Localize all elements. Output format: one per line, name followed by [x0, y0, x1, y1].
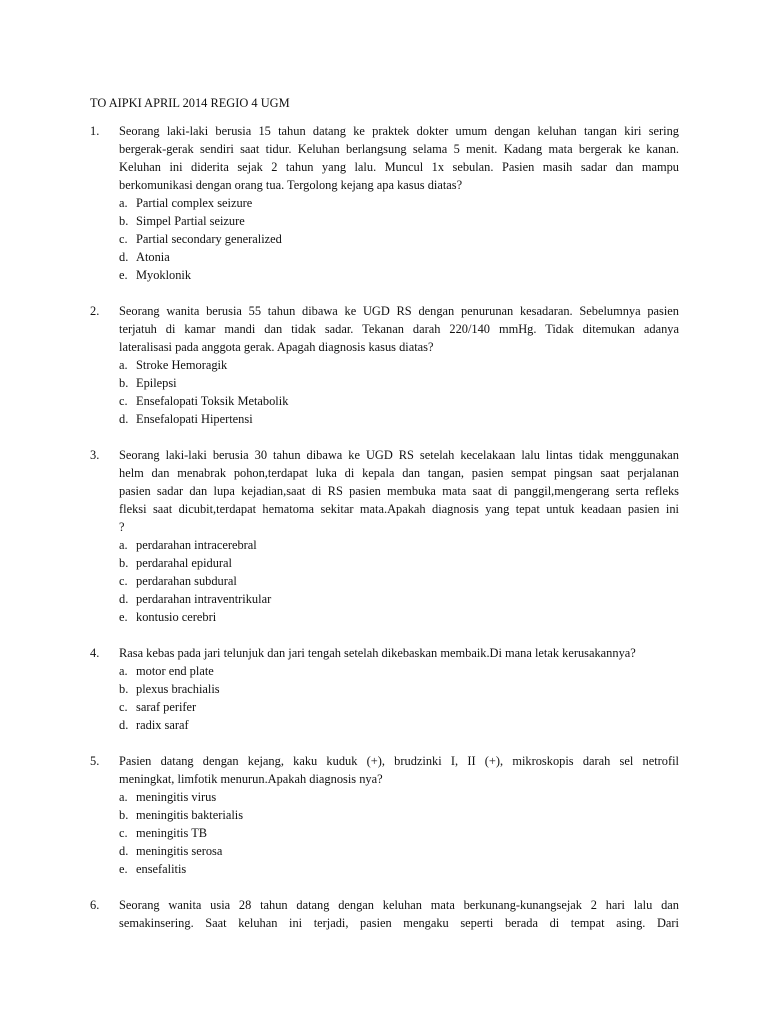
question-line: lateralisasi pada anggota gerak. Apagah diagnosis kasus diatas?	[119, 340, 434, 354]
answer-option	[119, 680, 679, 698]
option-letter: b.	[119, 214, 129, 228]
question-line: fleksi saat dicubit,terdapat hematoma sekitar mata.Apakah diagnosis yang tepat untuk keadaan pasien ini	[119, 502, 679, 516]
answer-option	[119, 842, 679, 860]
option-letter: d.	[119, 592, 129, 606]
answer-option	[119, 410, 679, 428]
answer-option	[119, 572, 679, 590]
question-line: pasien sadar dan lupa kejadian,saat di RS pasien membuka mata saat di panggil,mengerang serta refleks	[119, 484, 679, 498]
option-text: Myoklonik	[136, 268, 192, 282]
answer-option	[119, 608, 679, 626]
question-item	[90, 446, 679, 626]
answer-option	[119, 806, 679, 824]
question-line: Seorang wanita berusia 55 tahun dibawa ke UGD RS dengan penurunan kesadaran. Sebelumnya pasien	[119, 304, 679, 318]
option-text: Simpel Partial seizure	[136, 214, 245, 228]
answer-option	[119, 392, 679, 410]
question-number: 2.	[90, 304, 100, 318]
question-line: semakinsering. Saat keluhan ini terjadi, pasien mengaku seperti berada di tempat asing. Dari	[119, 916, 679, 930]
question-number: 1.	[90, 124, 100, 138]
question-line: Rasa kebas pada jari telunjuk dan jari tengah setelah dikebaskan membaik.Di mana letak kerusakannya?	[119, 646, 636, 660]
answer-option	[119, 788, 679, 806]
answer-option	[119, 662, 679, 680]
answer-option	[119, 374, 679, 392]
question-line: berkomunikasi dengan orang tua. Tergolong kejang apa kasus diatas?	[119, 178, 463, 192]
answer-option	[119, 554, 679, 572]
question-line: Seorang laki-laki berusia 30 tahun dibawa ke UGD RS setelah kecelakaan lalu lintas tidak menggunakan	[119, 448, 679, 462]
option-letter: c.	[119, 826, 128, 840]
option-text: radix saraf	[136, 718, 189, 732]
option-text: motor end plate	[136, 664, 214, 678]
question-line: helm dan menabrak pohon,terdapat luka di kepala dan tangan, pasien sempat pingsan saat perjalanan	[119, 466, 679, 480]
option-text: Ensefalopati Hipertensi	[136, 412, 253, 426]
answer-option	[119, 266, 679, 284]
option-text: perdarahal epidural	[136, 556, 232, 570]
option-text: kontusio cerebri	[136, 610, 217, 624]
question-item	[90, 122, 679, 284]
question-line: Keluhan ini diderita sejak 2 tahun yang lalu. Muncul 1x sebulan. Pasien masih sadar dan mampu	[119, 160, 679, 174]
answer-option	[119, 536, 679, 554]
option-letter: a.	[119, 664, 128, 678]
question-line: bergerak-gerak sendiri saat tidur. Keluhan berlangsung selama 5 menit. Kadang mata bergerak ke kanan.	[119, 142, 679, 156]
option-text: Stroke Hemoragik	[136, 358, 228, 372]
option-text: plexus brachialis	[136, 682, 220, 696]
option-letter: a.	[119, 196, 128, 210]
answer-option	[119, 248, 679, 266]
option-text: saraf perifer	[136, 700, 197, 714]
option-letter: c.	[119, 394, 128, 408]
question-number: 5.	[90, 754, 100, 768]
option-text: meningitis serosa	[136, 844, 223, 858]
question-number: 6.	[90, 898, 100, 912]
option-letter: d.	[119, 718, 129, 732]
option-letter: e.	[119, 268, 128, 282]
option-text: Partial complex seizure	[136, 196, 253, 210]
answer-option	[119, 860, 679, 878]
option-letter: c.	[119, 700, 128, 714]
option-text: Partial secondary generalized	[136, 232, 282, 246]
option-letter: e.	[119, 862, 128, 876]
option-letter: b.	[119, 556, 129, 570]
option-text: perdarahan intracerebral	[136, 538, 257, 552]
question-item	[90, 752, 679, 878]
answer-option	[119, 698, 679, 716]
option-letter: b.	[119, 808, 129, 822]
question-line: meningkat, limfotik menurun.Apakah diagnosis nya?	[119, 772, 383, 786]
option-text: perdarahan intraventrikular	[136, 592, 272, 606]
answer-option	[119, 230, 679, 248]
option-text: Atonia	[136, 250, 170, 264]
document-title: TO AIPKI APRIL 2014 REGIO 4 UGM	[90, 96, 290, 110]
option-letter: d.	[119, 844, 129, 858]
option-letter: b.	[119, 376, 129, 390]
question-line: ?	[119, 520, 125, 534]
answer-option	[119, 212, 679, 230]
option-text: ensefalitis	[136, 862, 187, 876]
question-line: Seorang laki-laki berusia 15 tahun datang ke praktek dokter umum dengan keluhan tangan kiri sering	[119, 124, 679, 138]
option-text: meningitis TB	[136, 826, 208, 840]
answer-option	[119, 716, 679, 734]
option-letter: c.	[119, 574, 128, 588]
option-text: meningitis bakterialis	[136, 808, 244, 822]
option-letter: a.	[119, 538, 128, 552]
option-letter: a.	[119, 358, 128, 372]
question-number: 3.	[90, 448, 100, 462]
question-item	[90, 302, 679, 428]
option-text: Epilepsi	[136, 376, 177, 390]
question-line: Seorang wanita usia 28 tahun datang dengan keluhan mata berkunang-kunangsejak 2 hari lalu dan	[119, 898, 679, 912]
question-line: terjatuh di kamar mandi dan tidak sadar. Tekanan darah 220/140 mmHg. Tidak ditemukan adanya	[119, 322, 679, 336]
option-letter: c.	[119, 232, 128, 246]
option-letter: b.	[119, 682, 129, 696]
answer-option	[119, 356, 679, 374]
question-item	[90, 896, 679, 932]
option-letter: e.	[119, 610, 128, 624]
option-text: meningitis virus	[136, 790, 217, 804]
answer-option	[119, 824, 679, 842]
option-letter: d.	[119, 412, 129, 426]
option-text: Ensefalopati Toksik Metabolik	[136, 394, 289, 408]
option-letter: a.	[119, 790, 128, 804]
question-line: Pasien datang dengan kejang, kaku kuduk (+), brudzinki I, II (+), mikroskopis darah sel netrofil	[119, 754, 679, 768]
answer-option	[119, 590, 679, 608]
answer-option	[119, 194, 679, 212]
question-item	[90, 644, 679, 734]
option-text: perdarahan subdural	[136, 574, 237, 588]
question-number: 4.	[90, 646, 100, 660]
option-letter: d.	[119, 250, 129, 264]
